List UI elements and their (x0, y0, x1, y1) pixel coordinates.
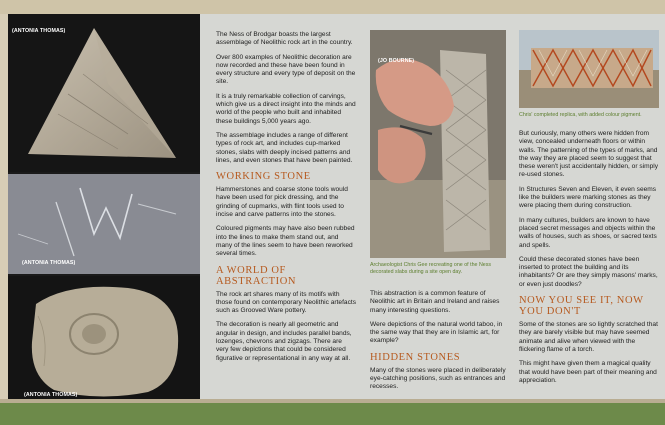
photo-column (8, 14, 200, 403)
section-heading-now-you-see-it: NOW YOU SEE IT, NOW YOU DON'T (519, 295, 644, 318)
paragraph: Could these decorated stones have been inserted to protect the building and its inhabitants? Or are they simply masons' marks, or even just doodles? (519, 255, 658, 288)
paragraph: It is a truly remarkable collection of carvings, which give us a direct insight into the minds and world of the people who built and inhabited these buildings 5,000 years ago. (216, 92, 356, 125)
photo-caption: Archaeologist Chris Gee recreating one of the Ness decorated slabs during a site open day. (370, 262, 492, 275)
section-heading-world-of-abstraction: A WORLD OF ABSTRACTION (216, 264, 297, 287)
paragraph: Many of the stones were placed in deliberately eye-catching positions, such as entrances and recesses. (370, 366, 506, 391)
triangular-stone-image (8, 14, 200, 172)
paragraph: Hammerstones and coarse stone tools would have been used for pick dressing, and the grinding of cupmarks, with flint tools used to incise and carve patterns into the stones. (216, 186, 348, 219)
section-heading-working-stone: WORKING STONE (216, 171, 311, 183)
text-column-1 (216, 31, 356, 369)
cup-marked-stone-photo (8, 276, 200, 403)
photo-credit: (JO BOURNE) (378, 58, 415, 64)
paragraph: This might have given them a magical quality that would have been part of their meaning and appreciation. (519, 360, 657, 384)
photo-credit: (ANTONIA THOMAS) (22, 260, 76, 266)
photo-credit: (ANTONIA THOMAS) (24, 392, 78, 398)
carving-demonstration-photo (370, 30, 506, 258)
sign-frame-top (0, 0, 665, 14)
text-column-3 (519, 130, 659, 391)
information-panel (8, 14, 665, 403)
paragraph: The rock art shares many of its motifs with those found on contemporary Neolithic artefacts such as Grooved Ware pottery. (216, 290, 357, 315)
paragraph: But curiously, many others were hidden from view, concealed underneath floors or within walls. The patterning of the types of marks, and the way they are placed seem to suggest that these weren't just accidentally hidden, or simply re-used stones. (519, 130, 659, 179)
triangular-stone-photo (8, 14, 200, 172)
photo-credit: (ANTONIA THOMAS) (12, 28, 66, 34)
carving-demonstration-image (370, 30, 506, 258)
paragraph: This abstraction is a common feature of Neolithic art in Britain and Ireland and raises many interesting questions. (370, 290, 500, 314)
paragraph: The assemblage includes a range of different types of rock art, and includes cup-marked stones, slabs with deeply incised patterns and lines, and even stones that have been painted. (216, 131, 353, 164)
text-column-2 (370, 290, 510, 398)
paragraph: Over 800 examples of Neolithic decoration are now recorded and these have been found in every structure and every type of deposit on the site. (216, 53, 356, 86)
painted-replica-image (519, 30, 659, 108)
paragraph: Coloured pigments may have also been rubbed into the lines to make them stand out, and many of the lines seem to have been reworked several times. (216, 225, 355, 258)
painted-replica-photo (519, 30, 659, 108)
sign-frame-bottom (0, 403, 665, 425)
paragraph: In many cultures, builders are known to have placed secret messages and objects within the walls of houses, such as shoes, or sacred texts and spells. (519, 216, 657, 249)
incised-slab-image (8, 174, 200, 274)
intro-paragraph: The Ness of Brodgar boasts the largest assemblage of Neolithic rock art in the country. (216, 31, 353, 47)
paragraph: Were depictions of the natural world taboo, in the same way that they are in Islamic art, for example? (370, 320, 503, 345)
paragraph: In Structures Seven and Eleven, it even seems like the builders were marking stones as they were placing them during construction. (519, 185, 657, 210)
photo-caption: Chris' completed replica, with added colour pigment. (519, 112, 642, 118)
section-heading-hidden-stones: HIDDEN STONES (370, 351, 461, 363)
incised-slab-photo (8, 174, 200, 274)
paragraph: Some of the stones are so lightly scratched that they are barely visible but may have seemed animate and alive when viewed with the flickering flame of a torch. (519, 321, 658, 353)
cup-marked-stone-image (8, 276, 200, 403)
paragraph: The decoration is nearly all geometric and angular in design, and includes parallel bands, lozenges, chevrons and zigzags. There are very few depictions that could be considered figurative or representational in any way at all. (216, 321, 352, 362)
